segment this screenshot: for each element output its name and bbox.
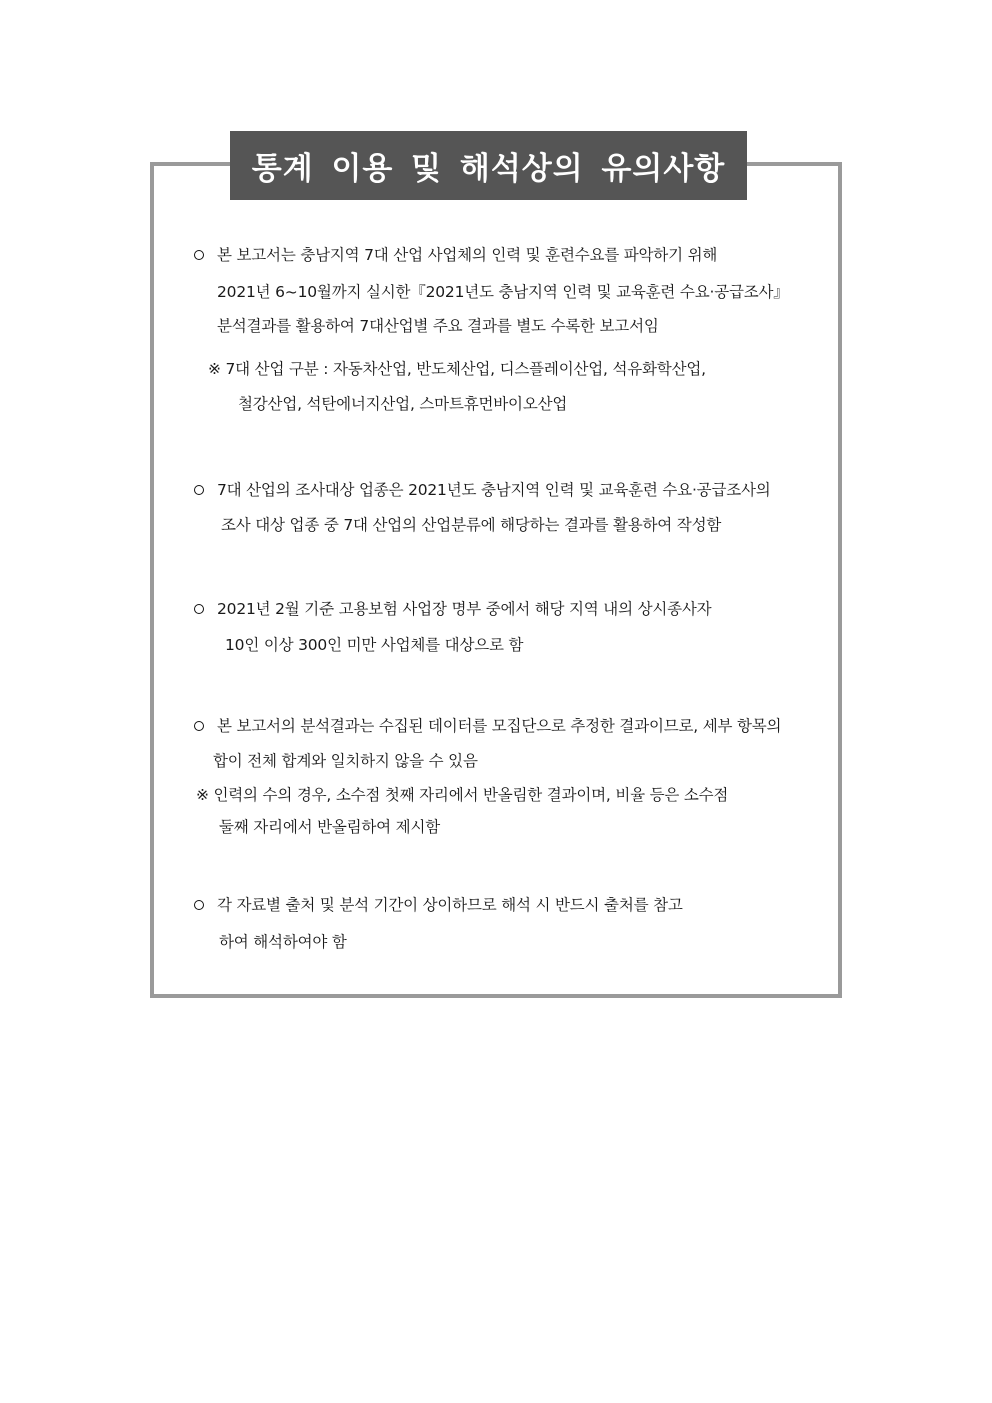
section-1-line-3: 분석결과를 활용하여 7대산업별 주요 결과를 별도 수록한 보고서임	[217, 317, 659, 335]
bullet-icon	[194, 900, 204, 910]
section-4-note-line-1: ※ 인력의 수의 경우, 소수점 첫째 자리에서 반올림한 결과이며, 비율 등은 소수점	[196, 786, 729, 804]
section-1-note-line-1: ※ 7대 산업 구분 : 자동차산업, 반도체산업, 디스플레이산업, 석유화학산업,	[208, 360, 706, 378]
section-4-line-1: 본 보고서의 분석결과는 수집된 데이터를 모집단으로 추정한 결과이므로, 세부 항목의	[217, 717, 782, 735]
section-4-note-line-2: 둘째 자리에서 반올림하여 제시함	[219, 818, 441, 836]
bullet-icon	[194, 721, 204, 731]
section-3-line-1: 2021년 2월 기준 고용보험 사업장 명부 중에서 해당 지역 내의 상시종사자	[217, 600, 712, 618]
section-1-line-2: 2021년 6~10월까지 실시한『2021년도 충남지역 인력 및 교육훈련 수요·공급조사』	[217, 283, 789, 301]
section-2-line-1: 7대 산업의 조사대상 업종은 2021년도 충남지역 인력 및 교육훈련 수요·공급조사의	[217, 481, 771, 499]
section-5-line-1: 각 자료별 출처 및 분석 기간이 상이하므로 해석 시 반드시 출처를 참고	[217, 896, 683, 914]
section-5-line-2: 하여 해석하여야 함	[219, 933, 347, 951]
bullet-icon	[194, 485, 204, 495]
bullet-icon	[194, 604, 204, 614]
bullet-icon	[194, 250, 204, 260]
section-4-line-2: 합이 전체 합계와 일치하지 않을 수 있음	[213, 752, 478, 770]
section-3-line-2: 10인 이상 300인 미만 사업체를 대상으로 함	[225, 636, 524, 654]
page-title: 통계 이용 및 해석상의 유의사항	[230, 131, 747, 200]
section-2-line-2: 조사 대상 업종 중 7대 산업의 산업분류에 해당하는 결과를 활용하여 작성함	[221, 516, 722, 534]
section-1-line-1: 본 보고서는 충남지역 7대 산업 사업체의 인력 및 훈련수요를 파악하기 위해	[217, 246, 718, 264]
section-1-note-line-2: 철강산업, 석탄에너지산업, 스마트휴먼바이오산업	[238, 395, 568, 413]
